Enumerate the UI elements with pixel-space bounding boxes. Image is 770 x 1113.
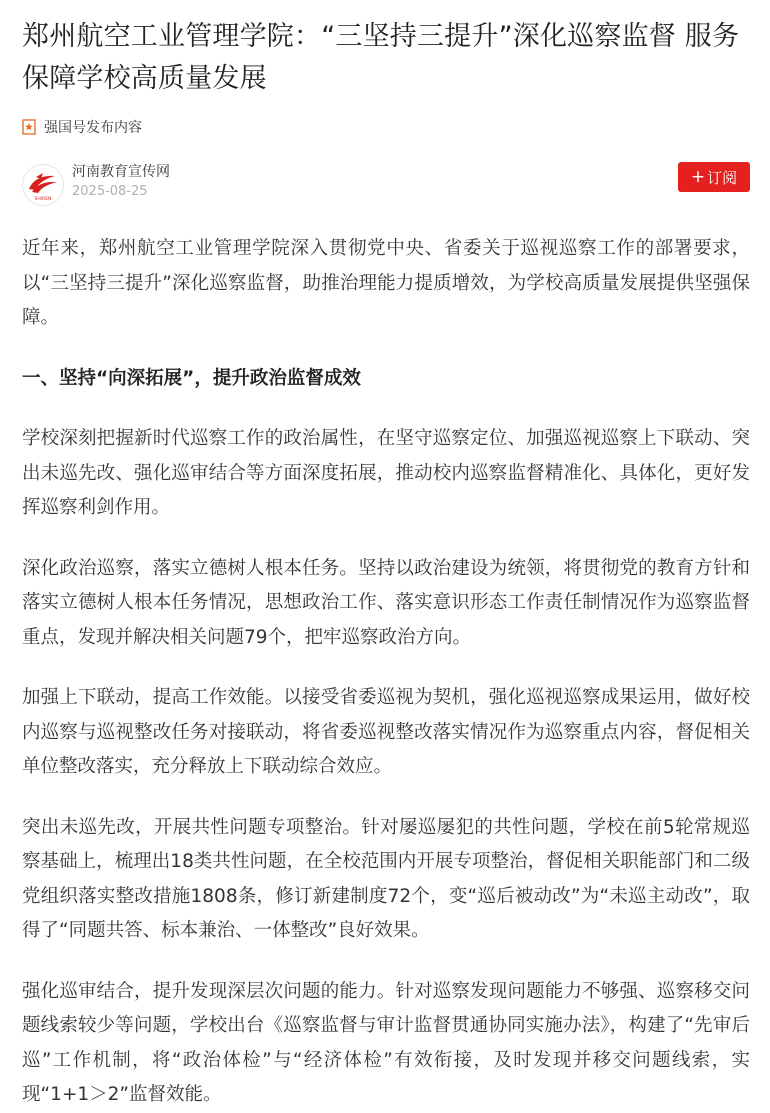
subscribe-button[interactable]: [678, 162, 750, 192]
plus-icon: +: [690, 166, 706, 187]
author-name[interactable]: 河南教育宣传网: [72, 164, 170, 180]
article-body: [22, 232, 750, 1113]
paragraph: 学校深刻把握新时代巡察工作的政治属性，在坚守巡察定位、加强巡视巡察上下联动、突出未巡先改、强化巡审结合等方面深度拓展，推动校内巡察监督精准化、具体化，更好发挥巡察利剑作用。: [22, 428, 750, 518]
source-label: 强国号发布内容: [44, 120, 142, 136]
publish-date: 2025-08-25: [72, 184, 148, 199]
author-avatar[interactable]: [22, 164, 64, 206]
source-tag: [22, 116, 750, 138]
author-row: [22, 162, 750, 208]
paragraph: 突出未巡先改，开展共性问题专项整治。针对屡巡屡犯的共性问题，学校在前5轮常规巡察基础上，梳理出18类共性问题，在全校范围内开展专项整治，督促相关职能部门和二级党组织落实整改措施1808条，修订新建制度72个，变“巡后被动改”为“未巡主动改”，取得了“同题共答、标本兼治、一体整改”良好效果。: [22, 816, 750, 941]
article-title: 郑州航空工业管理学院：“三坚持三提升”深化巡察监督 服务保障学校高质量发展: [22, 21, 740, 94]
paragraph: 加强上下联动，提高工作效能。以接受省委巡视为契机，强化巡视巡察成果运用，做好校内巡察与巡视整改任务对接联动，将省委巡视整改落实情况作为巡察重点内容，督促相关单位整改落实，充分释放上下联动综合效应。: [22, 687, 750, 777]
svg-text:SHIREN: SHIREN: [34, 197, 52, 202]
avatar-logo-icon: [23, 165, 63, 205]
paragraph: 强化巡审结合，提升发现深层次问题的能力。针对巡察发现问题能力不够强、巡察移交问题线索较少等问题，学校出台《巡察监督与审计监督贯通协同实施办法》，构建了“先审后巡”工作机制，将“政治体检”与“经济体检”有效衔接，及时发现并移交问题线索，实现“1+1＞2”监督效能。: [22, 980, 750, 1105]
paragraph: 深化政治巡察，落实立德树人根本任务。坚持以政治建设为统领，将贯彻党的教育方针和落实立德树人根本任务情况，思想政治工作、落实意识形态工作责任制情况作为巡察监督重点，发现并解决相关问题79个，把牢巡察政治方向。: [22, 557, 750, 648]
paragraph-intro: 近年来，郑州航空工业管理学院深入贯彻党中央、省委关于巡视巡察工作的部署要求，以“三坚持三提升”深化巡察监督，助推治理能力提质增效，为学校高质量发展提供坚强保障。: [22, 238, 750, 328]
subscribe-label: 订阅: [707, 168, 738, 187]
section-heading-1: 一、坚持“向深拓展”，提升政治监督成效: [22, 367, 361, 389]
badge-icon: [22, 119, 36, 135]
